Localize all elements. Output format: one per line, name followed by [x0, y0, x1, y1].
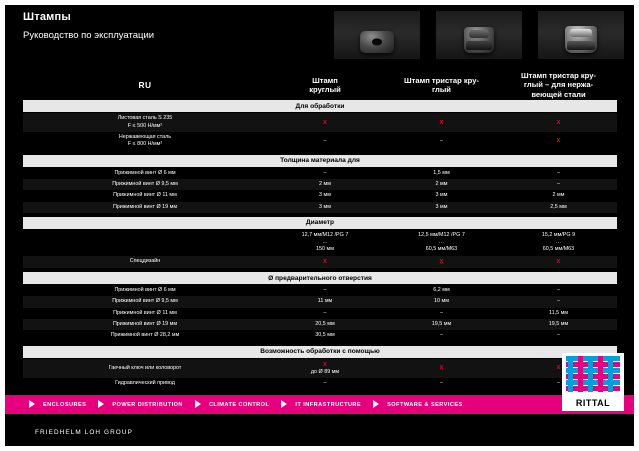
mark-x: x [556, 118, 561, 126]
photo-stamp-tristar-inox [538, 11, 624, 59]
table-row [23, 330, 617, 341]
cell-dash: – [323, 137, 327, 144]
cell-value: 12,5 мм/M12 /PG 7 … 60,5 мм/M63 [418, 231, 465, 253]
cell-mark [267, 256, 383, 268]
cell-mark [383, 113, 500, 132]
footer-nav-climate-control[interactable]: CLIMATE CONTROL [193, 402, 279, 408]
mark-x: x [439, 364, 444, 372]
cell-dash: – [440, 137, 443, 144]
photo-stamp-tristar [436, 11, 522, 59]
row-label [23, 229, 267, 255]
section-title: Для обработки [23, 100, 617, 113]
cell-dash: – [557, 332, 560, 339]
table-row [23, 285, 617, 297]
specification-table [23, 71, 617, 389]
table-row [23, 308, 617, 319]
section-title: Ø предварительного отверстия [23, 272, 617, 285]
table-row [23, 167, 617, 179]
rittal-logo [562, 353, 624, 411]
cell-value: 2 мм [552, 192, 565, 199]
cell-dash: – [557, 380, 560, 387]
table-row [23, 256, 617, 268]
table-row [23, 319, 617, 330]
page-title: Штампы [23, 11, 71, 23]
row-label: Прижимной винт Ø 11 мм [113, 192, 177, 199]
cell-dash: – [557, 287, 560, 294]
footer-nav-power-distribution[interactable]: POWER DISTRIBUTION [96, 402, 193, 408]
mark-x: x [323, 257, 327, 265]
section-header-row [23, 100, 617, 113]
table-row [23, 378, 617, 389]
cell-value: 12,7 мм/M12 /PG 7 … 150 мм [301, 231, 349, 253]
mark-x: x [439, 257, 444, 265]
table-row [23, 229, 617, 255]
cell-mark [500, 256, 617, 268]
cell-value: 2 мм [383, 179, 500, 190]
cell-value: 2 мм [267, 179, 383, 190]
logo-grid-graphic [566, 356, 620, 392]
row-label: Гаечный ключ или коловорот [23, 358, 267, 378]
mark-x: x [439, 118, 444, 126]
section-header-row [23, 154, 617, 167]
row-label: Гидравлический привод [115, 380, 175, 387]
section-title: Толщина материала для [23, 154, 617, 167]
cell-value: 3 мм [383, 202, 500, 213]
mark-x: x [323, 360, 327, 368]
mark-x: x [556, 137, 561, 145]
row-label: Прижимной винт Ø 9,5 мм [23, 296, 267, 307]
document-header [5, 5, 634, 71]
cell-value: 3 мм [319, 192, 331, 199]
column-header-round: Штамп круглый [309, 75, 341, 95]
cell-dash: – [323, 287, 327, 294]
cell-value: 3 мм [435, 192, 448, 199]
mark-x: x [556, 257, 561, 265]
logo-wordmark: RITTAL [575, 398, 611, 408]
table-row [23, 358, 617, 378]
cell-value: 30,5 мм [315, 332, 335, 339]
photo-stamp-round [334, 11, 420, 59]
product-photos [334, 11, 624, 59]
row-label: Прижимной винт Ø 6 мм [114, 169, 176, 176]
section-header-row [23, 345, 617, 358]
table-row [23, 179, 617, 190]
cell-dash: – [323, 309, 327, 316]
cell-value: 2,5 мм [500, 202, 617, 213]
section-title: Возможность обработки с помощью [23, 345, 617, 358]
row-label: Прижимной винт Ø 19 мм [23, 202, 267, 213]
cell-value: 15,2 мм/PG 9 … 60,5 мм/M63 [541, 231, 576, 253]
section-header-row [23, 272, 617, 285]
cell-value: 1,5 мм [433, 169, 450, 176]
footer-nav-software-services[interactable]: SOFTWARE & SERVICES [371, 402, 473, 408]
cell-dash: – [440, 332, 443, 339]
cell-value: 19,5 мм [500, 319, 617, 330]
table-row [23, 113, 617, 132]
cell-mark [500, 113, 617, 132]
row-label: Листовая сталь S 235 F ≤ 500 Н/мм² [23, 113, 267, 132]
footer-nav-bar [5, 395, 634, 414]
column-header-tristar: Штамп тристар кру- глый [404, 75, 479, 95]
page-subtitle: Руководство по эксплуатации [23, 30, 155, 41]
cell-value: 3 мм [267, 202, 383, 213]
cell-dash: – [440, 309, 443, 316]
mark-x: x [323, 118, 327, 126]
table-header-row [23, 71, 617, 100]
row-label: Прижимной винт Ø 19 мм [23, 319, 267, 330]
cell-dash: – [500, 296, 617, 307]
cell-dash: – [323, 169, 327, 176]
cell-dash: – [557, 169, 560, 176]
row-label: Прижимной винт Ø 6 мм [114, 287, 176, 294]
cell-dash: – [500, 179, 617, 190]
cell-dash: – [440, 380, 443, 387]
group-tagline: FRIEDHELM LOH GROUP [35, 429, 133, 436]
cell-value: 11 мм [267, 296, 383, 307]
cell-value: 11,5 мм [548, 309, 568, 316]
row-label: Спецдизайн [23, 256, 267, 268]
table-row [23, 132, 617, 151]
cell-value: 10 мм [383, 296, 500, 307]
cell-mark [383, 256, 500, 268]
row-label: Прижимной винт Ø 28,2 мм [110, 332, 180, 339]
cell-mark [500, 132, 617, 151]
table-row [23, 202, 617, 213]
row-label: Нержавеющая сталь F ≤ 800 Н/мм² [118, 134, 172, 148]
cell-mark [267, 113, 383, 132]
cell-mark [383, 358, 500, 378]
table-row [23, 296, 617, 307]
section-title: Диаметр [23, 216, 617, 229]
mark-x: x [556, 364, 561, 372]
row-label: Прижимной винт Ø 9,5 мм [23, 179, 267, 190]
cell-value: 20,5 мм [267, 319, 383, 330]
cell-value: 6,2 мм [433, 287, 450, 294]
footer-nav-it-infrastructure[interactable]: IT INFRASTRUCTURE [279, 402, 371, 408]
row-label: Прижимной винт Ø 11 мм [113, 309, 177, 316]
cell-value: x до Ø 89 мм [267, 358, 383, 378]
cell-dash: – [323, 380, 327, 387]
section-header-row [23, 216, 617, 229]
title-block [23, 11, 154, 41]
footer-nav-enclosures[interactable]: ENCLOSURES [5, 402, 96, 408]
column-header-ru: RU [138, 79, 152, 90]
table-row [23, 190, 617, 201]
cell-value: 19,5 мм [383, 319, 500, 330]
column-header-tristar-inox: Штамп тристар кру- глый – для нержа- веющей стали [521, 71, 596, 99]
